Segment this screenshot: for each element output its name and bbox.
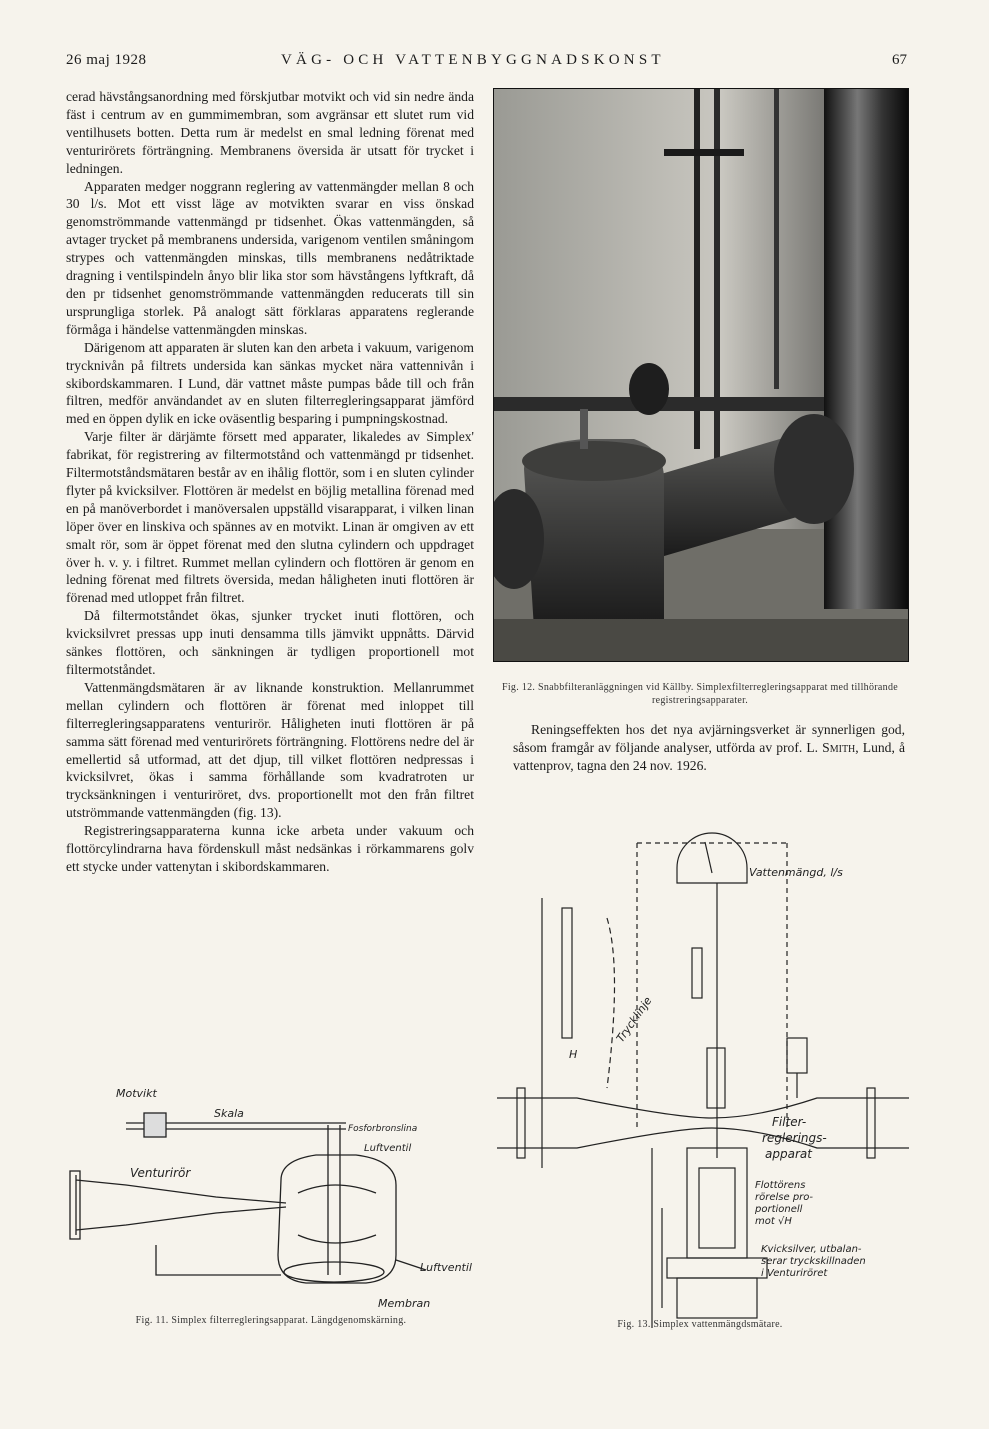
fig13-label-trycklinje: Trycklinje bbox=[613, 994, 655, 1045]
paragraph: Apparaten medger noggrann reglering av vattenmängder mellan 8 och 30 l/s. Mot ett visst läge av motvikten svarar en viss önskad genomströmmande vattenmängd pr tidsenhet. Ökas vattenmängden, så avtager trycket på membranens undersida, varigenom ventilen småningom strypes och vattenmängden minskas, tills membranens nedåtriktade dragning i ventilspindeln ånyo blir lika stor som hävstångens lyftkraft, då den pr tidsenhet genomströmmande vattenmängden reducerats till sin ursprungliga storlek. På analogt sätt förklaras apparatens reglerande förmåga i händelse vattenmängden minskas. bbox=[66, 178, 474, 337]
left-column-text bbox=[66, 88, 474, 876]
paragraph: Vattenmängdsmätaren är av liknande konstruktion. Mellanrummet mellan cylindern och flottören är förenat med inloppet till filterregleringsapparatens venturirör. Håligheten inuti flottören är på samma sätt förenad med venturirörets förträngning. Flottörens nedre del är emellertid så utformad, att det djup, till vilket flottören nedpressas i kvicksilvret, ökas i samma förhållande som kvadratroten ur trycksänkningen i venturiröret, dvs. proportionellt mot den från filtret utströmmande vattenmängden (fig. 13). bbox=[66, 679, 474, 821]
fig11-label-motvikt: Motvikt bbox=[116, 1087, 157, 1100]
fig13-drawing bbox=[497, 828, 909, 1328]
fig13-label-flott-2: rörelse pro- bbox=[755, 1192, 813, 1203]
fig13-label-filter-1: Filter- bbox=[772, 1115, 807, 1129]
author-name: L. Smith bbox=[806, 739, 856, 755]
fig11-caption: Fig. 11. Simplex filterregleringsapparat. Längdgenomskärning. bbox=[135, 1315, 407, 1326]
fig11-label-fosfor: Fosforbronslina bbox=[348, 1124, 418, 1134]
fig11-label-membran: Membran bbox=[378, 1297, 431, 1310]
fig13-label-flott-3: portionell bbox=[755, 1204, 803, 1215]
paragraph: Varje filter är därjämte försett med apparater, likaledes av Simplex' fabrikat, för registrering av filtermotstånd och vattenmängd pr tidsenhet. Filtermotståndsmätaren består av en ihålig flottör, som i en sluten cylinder flyter på kvicksilver. Flottören är medelst en böjlig metallina förenad med en på manöverbordet i manöversalen uppställd visarapparat, i vilken linan löper över en linskiva och spännes av en motvikt. Linan är omgiven av ett smalt rör, som är öppet förenat med den slutna cylindern och uppdraget över h. v. y. i filtret. Rummet mellan cylindern och flottören är genom en ledning förenat med filtrets översida, medan håligheten inuti flottören är förenad med utloppet från filtret. bbox=[66, 429, 474, 606]
running-header bbox=[66, 52, 907, 78]
paragraph-text-pre: Reningseffekten hos det nya avjärningsverket är synnerligen god, såsom framgår av följande analyser, utförda av prof. bbox=[513, 722, 905, 755]
fig13-label-kvick-1: Kvicksilver, utbalan- bbox=[761, 1244, 862, 1255]
fig13-label-flott-1: Flottörens bbox=[755, 1180, 806, 1191]
page-number: 67 bbox=[892, 52, 907, 68]
paragraph: Registreringsapparaterna kunna icke arbeta under vakuum och flottörcylindrarna hava fördenskull måst nedsänkas i rörkammarens golv ett stycke under vattenytan i skibordskammaren. bbox=[66, 823, 474, 874]
fig13-label-vattenmangd: Vattenmängd, l/s bbox=[749, 866, 843, 879]
fig11-label-venturi: Venturirör bbox=[130, 1166, 191, 1180]
fig13-label-flott-4: mot √H bbox=[755, 1216, 792, 1227]
fig13-label-filter-3: apparat bbox=[765, 1147, 812, 1161]
fig11-label-luftventil-bottom: Luftventil bbox=[420, 1261, 472, 1274]
fig11-label-skala: Skala bbox=[214, 1107, 244, 1120]
fig12-photograph bbox=[493, 88, 909, 662]
fig13-label-kvick-2: serar tryckskillnaden bbox=[761, 1256, 866, 1267]
header-date: 26 maj 1928 bbox=[66, 52, 147, 68]
fig13-label-filter-2: reglerings- bbox=[762, 1131, 827, 1145]
journal-title: VÄG- OCH VATTENBYGGNADSKONST bbox=[281, 52, 665, 68]
right-column-text bbox=[513, 721, 905, 775]
paragraph: Då filtermotståndet ökas, sjunker trycket inuti flottören, och kvicksilvret pressas upp inuti densamma tills jämvikt uppnåtts. Därvid sänkes flottören, och sänkningen är tydligen proportionell mot filtermotståndet. bbox=[66, 608, 474, 677]
fig13-caption: Fig. 13. Simplex vattenmängdsmätare. bbox=[617, 1319, 783, 1330]
fig13-label-h: H bbox=[569, 1048, 578, 1061]
fig12-caption: Fig. 12. Snabbfilteranläggningen vid Källby. Simplexfilterregleringsapparat med tillhörande registreringsapparater. bbox=[501, 682, 898, 706]
paragraph: Därigenom att apparaten är sluten kan den arbeta i vakuum, varigenom trycknivån på filtrets undersida kan sänkas mycket nära vattennivån i skibordskammaren. I Lund, där vattnet måste pumpas både till och från filtren, medför användandet av en sluten filterregleringsapparat jämförd med en öppen dylik en icke oväsentlig besparing i pumpningskostnad. bbox=[66, 339, 474, 427]
paragraph bbox=[513, 721, 905, 775]
fig11-label-luftventil-top: Luftventil bbox=[364, 1143, 412, 1154]
paragraph-text-post: , Lund, å vattenprov, tagna den 24 nov. 1926. bbox=[513, 739, 905, 773]
paragraph: cerad hävstångsanordning med förskjutbar motvikt och vid sin nedre ända fäst i centrum av en gummimembran, som avgränsar ett slutet rum vid ventilhusets botten. Detta rum är medelst en smal ledning förenat med venturirörets förträngning. Membranens översida är utsatt för trycket i ledningen. bbox=[66, 89, 474, 176]
fig13-label-kvick-3: i Venturiröret bbox=[761, 1268, 828, 1279]
fig11-drawing bbox=[66, 1085, 476, 1310]
